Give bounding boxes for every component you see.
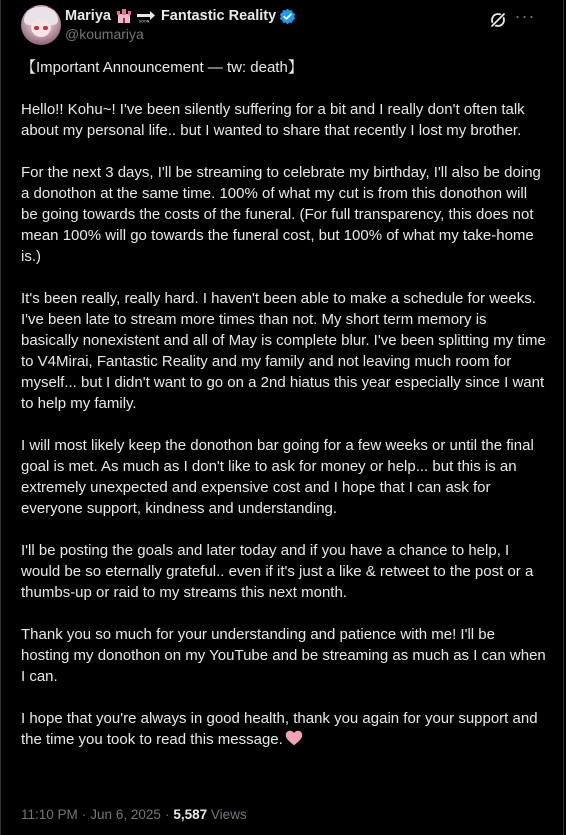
grok-icon[interactable] xyxy=(489,11,507,29)
tweet-date[interactable]: Jun 6, 2025 xyxy=(90,807,161,822)
more-options-icon[interactable]: ··· xyxy=(514,6,536,26)
tweet-header xyxy=(21,5,549,45)
svg-text:SOON: SOON xyxy=(138,19,150,23)
tweet-paragraph: Hello!! Kohu~! I've been silently suffering for a bit and I really don't often talk about my personal life.. but I wanted to share that recently I lost my brother. xyxy=(21,101,525,139)
soon-arrow-icon xyxy=(136,9,156,23)
avatar[interactable] xyxy=(21,5,61,45)
author-name-suffix[interactable]: Fantastic Reality xyxy=(160,8,277,24)
views-label: Views xyxy=(210,807,247,822)
author-handle[interactable]: @koumariya xyxy=(65,26,144,42)
meta-separator: · xyxy=(164,807,170,822)
tweet-paragraph: It's been really, really hard. I haven't been able to make a schedule for weeks. I've been late to stream more times than not. My short term memory is basically nonexistent and all of May is complete blur. I've been splitting my time to V4Mirai, Fantastic Reality and my family and not leaving much room for myself... but I didn't want to go on a 2nd hiatus this year especially since I want to help my family. xyxy=(21,290,546,412)
pink-heart-icon xyxy=(285,730,303,746)
tweet-meta xyxy=(21,807,247,822)
tweet-time[interactable]: 11:10 PM xyxy=(21,807,78,822)
castle-icon xyxy=(116,9,132,23)
tweet-paragraph: Thank you so much for your understanding and patience with me! I'll be hosting my donothon on my YouTube and be streaming as much as I can when I can. xyxy=(21,626,546,685)
verified-badge-icon[interactable] xyxy=(279,8,296,25)
author-display-name[interactable]: Mariya xyxy=(65,8,111,24)
meta-separator: · xyxy=(81,807,87,822)
tweet-paragraph-last xyxy=(21,708,547,750)
views-count: 5,587 xyxy=(173,807,208,822)
tweet-paragraph: 【Important Announcement — tw: death】 xyxy=(21,59,303,76)
tweet-paragraph: I will most likely keep the donothon bar going for a few weeks or until the final goal is met. As much as I don't like to ask for money or help... but this is an extremely unexpected and expensive cost and I hope that I can ask for everyone support, kindness and understanding. xyxy=(21,437,534,517)
tweet-paragraph: For the next 3 days, I'll be streaming to celebrate my birthday, I'll also be doing a donothon at the same time. 100% of what my cut is from this donothon will be going towards the costs of the funeral. (For full transparency, this does not mean 100% will go towards the funeral cost, but 100% of what my take-home is.) xyxy=(21,164,541,265)
tweet-text xyxy=(21,57,547,771)
tweet-paragraph: I'll be posting the goals and later today and if you have a chance to help, I would be so eternally grateful.. even if it's just a like & retweet to the post or a thumbs-up or raid to my streams this next month. xyxy=(21,542,534,601)
author-name-line[interactable] xyxy=(65,6,296,26)
tweet-paragraph-text: I hope that you're always in good health, thank you again for your support and the time you took to read this message. xyxy=(21,710,538,748)
